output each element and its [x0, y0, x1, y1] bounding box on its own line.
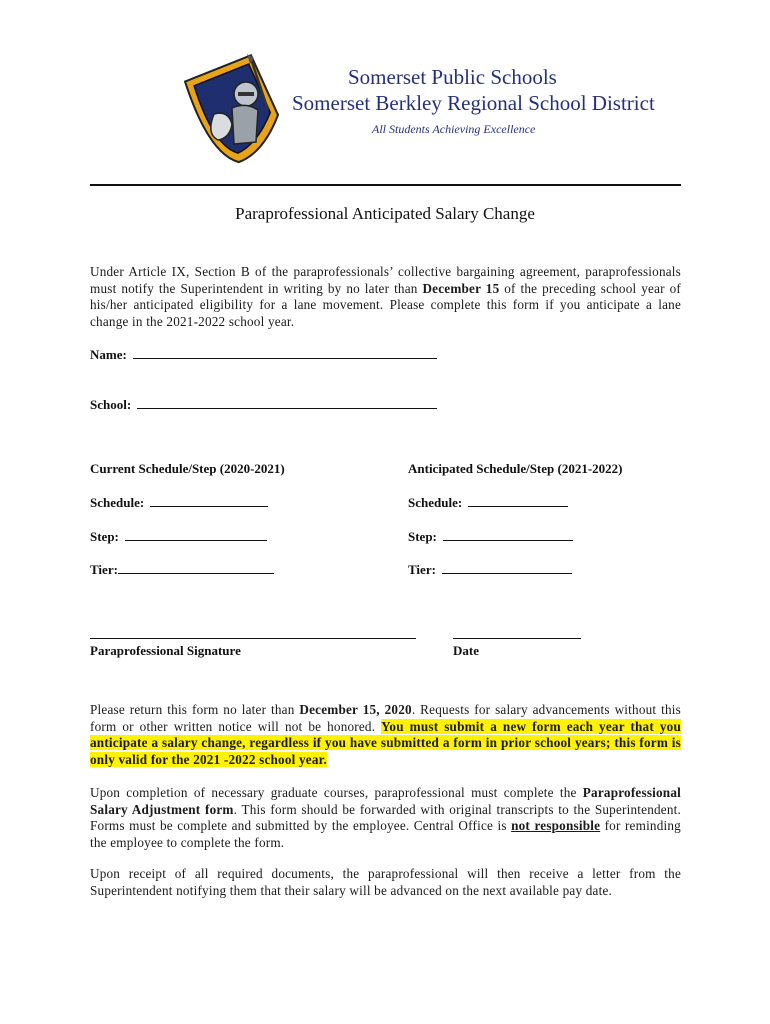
district-name-line1: Somerset Public Schools: [348, 65, 557, 89]
signature-label: Paraprofessional Signature: [90, 643, 241, 658]
anticipated-heading: Anticipated Schedule/Step (2021-2022): [408, 461, 623, 476]
intro-paragraph: [90, 264, 681, 330]
anticipated-step-field[interactable]: [408, 528, 573, 545]
school-label: School:: [90, 397, 132, 412]
return-date: December 15, 2020: [299, 702, 412, 717]
anticipated-step-label: Step:: [408, 529, 437, 544]
graduate-text-b: . This form should be forwarded with original transcripts to the Superintendent. Forms must be complete and submitted by the employee. Central Office is: [90, 801, 681, 833]
intro-text-a: Under Article IX, Section B of the paraprofessionals’ collective bargaining agreement, paraprofessionals must notify the Superintendent in writing by no later than: [90, 264, 681, 296]
form-title: Paraprofessional Anticipated Salary Change: [235, 204, 535, 223]
signature-line[interactable]: [90, 638, 416, 639]
intro-text-b: of the preceding school year of his/her anticipated eligibility for a lane movement. Please complete this form if you anticipate a lane change in the 2021-2022 school year.: [90, 280, 681, 329]
current-heading: Current Schedule/Step (2020-2021): [90, 461, 285, 476]
current-schedule-input-line[interactable]: [150, 494, 268, 507]
intro-deadline: December 15: [422, 280, 500, 296]
return-text-a: Please return this form no later than: [90, 702, 300, 717]
return-highlight: You must submit a new form each year that you anticipate a salary change, regardless if you have submitted a form in prior school years; this form is only valid for the 2021 -2022 school year.: [90, 718, 681, 767]
current-schedule-label: Schedule:: [90, 495, 145, 510]
name-field[interactable]: [90, 346, 437, 363]
anticipated-tier-label: Tier:: [408, 562, 436, 577]
receipt-paragraph: Upon receipt of all required documents, the paraprofessional will then receive a letter from the Superintendent notifying them that their salary will be advanced on the next available pay date.: [90, 866, 681, 898]
current-tier-field[interactable]: [90, 561, 274, 578]
anticipated-schedule-label: Schedule:: [408, 495, 463, 510]
date-label: Date: [453, 643, 479, 658]
graduate-paragraph: [90, 785, 681, 851]
name-label: Name:: [90, 347, 127, 362]
school-field[interactable]: [90, 396, 437, 413]
date-line[interactable]: [453, 638, 581, 639]
anticipated-tier-input-line[interactable]: [442, 561, 572, 574]
current-schedule-field[interactable]: [90, 494, 268, 511]
knight-shield-logo-icon: [184, 54, 284, 166]
return-text-b: . Requests for salary advancements without this form or other written notice will not be honored.: [90, 702, 681, 734]
current-step-input-line[interactable]: [125, 528, 267, 541]
graduate-form-name: Paraprofessional Salary Adjustment form: [90, 785, 681, 817]
not-responsible: not responsible: [511, 818, 601, 833]
current-tier-input-line[interactable]: [118, 561, 274, 574]
current-tier-label: Tier:: [90, 562, 118, 577]
anticipated-schedule-input-line[interactable]: [468, 494, 568, 507]
tagline: All Students Achieving Excellence: [372, 122, 536, 136]
current-step-label: Step:: [90, 529, 119, 544]
school-input-line[interactable]: [137, 396, 437, 409]
graduate-text-a: Upon completion of necessary graduate courses, paraprofessional must complete the: [90, 785, 583, 800]
graduate-text-c: for reminding the employee to complete the form.: [90, 818, 681, 850]
anticipated-schedule-field[interactable]: [408, 494, 568, 511]
anticipated-step-input-line[interactable]: [443, 528, 573, 541]
current-step-field[interactable]: [90, 528, 267, 545]
header-divider: [90, 184, 681, 186]
district-name-line2: Somerset Berkley Regional School District: [292, 91, 655, 115]
return-paragraph: [90, 702, 681, 768]
name-input-line[interactable]: [133, 346, 437, 359]
anticipated-tier-field[interactable]: [408, 561, 572, 578]
